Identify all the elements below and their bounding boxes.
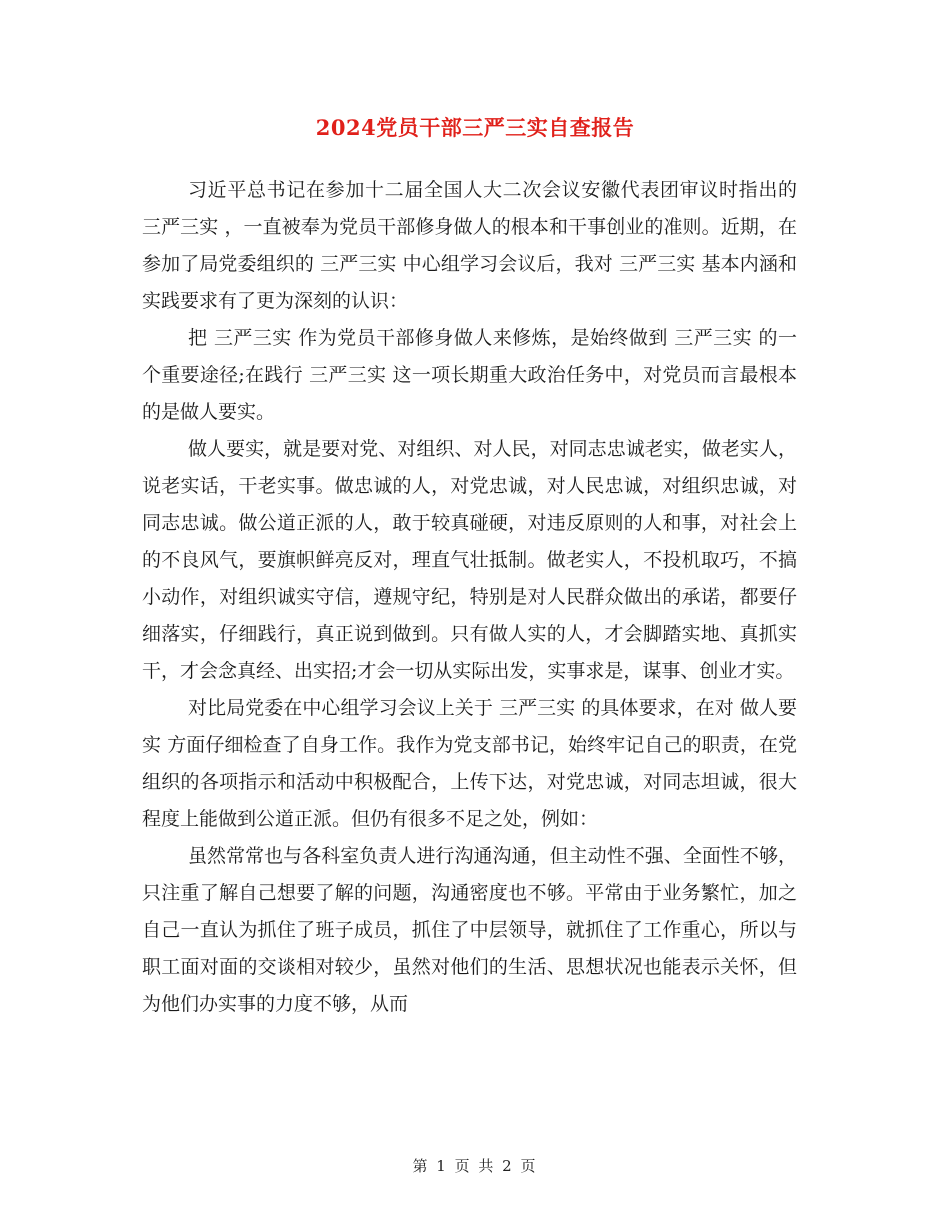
paragraph-1: 习近平总书记在参加十二届全国人大二次会议安徽代表团审议时指出的 三严三实 ，一直被奉为党员干部修身做人的根本和干事创业的准则。近期，在参加了局党委组织的 三严三实 中心组学习会议后，我对 三严三实 基本内涵和实践要求有了更为深刻的认识： [142,179,797,312]
paragraph-4: 对比局党委在中心组学习会议上关于 三严三实 的具体要求，在对 做人要实 方面仔细检查了自身工作。我作为党支部书记，始终牢记自己的职责，在党组织的各项指示和活动中积极配合，上传下达，对党忠诚，对同志坦诚，很大程度上能做到公道正派。但仍有很多不足之处，例如： [142,697,797,830]
document-body [142,172,797,1023]
paragraph-5: 虽然常常也与各科室负责人进行沟通沟通，但主动性不强、全面性不够，只注重了解自己想要了解的问题，沟通密度也不够。平常由于业务繁忙，加之自己一直认为抓住了班子成员，抓住了中层领导，就抓住了工作重心，所以与职工面对面的交谈相对较少，虽然对他们的生活、思想状况也能表示关怀，但为他们办实事的力度不够，从而 [142,845,797,1015]
page-number-footer: 第 1 页 共 2 页 [412,1157,538,1175]
paragraph-2: 把 三严三实 作为党员干部修身做人来修炼，是始终做到 三严三实 的一个重要途径;在践行 三严三实 这一项长期重大政治任务中，对党员而言最根本的是做人要实。 [142,327,797,423]
document-title: 2024党员干部三严三实自查报告 [315,115,635,140]
paragraph-3: 做人要实，就是要对党、对组织、对人民，对同志忠诚老实，做老实人，说老实话，干老实事。做忠诚的人，对党忠诚，对人民忠诚，对组织忠诚，对同志忠诚。做公道正派的人，敢于较真碰硬，对违反原则的人和事，对社会上的不良风气，要旗帜鲜亮反对，理直气壮抵制。做老实人，不投机取巧，不搞小动作，对组织诚实守信，遵规守纪，特别是对人民群众做出的承诺，都要仔细落实，仔细践行，真正说到做到。只有做人实的人，才会脚踏实地、真抓实干，才会念真经、出实招;才会一切从实际出发，实事求是，谋事、创业才实。 [142,438,797,682]
